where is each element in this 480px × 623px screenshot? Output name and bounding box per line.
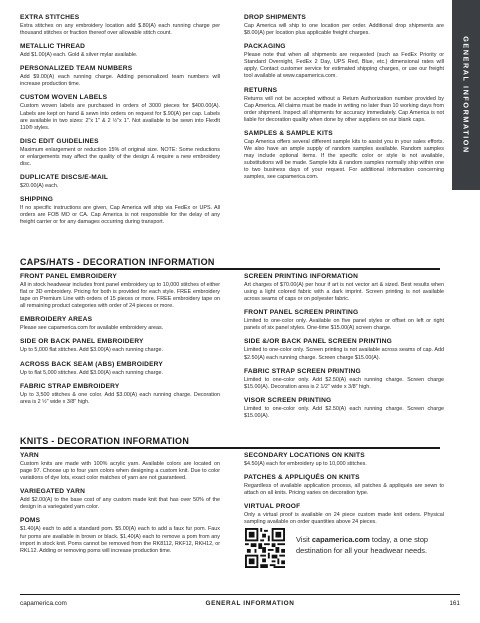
section-body: Limited to one-color only. Screen printing is not available across seams of cap. Add $2.50(A) each running charge. Screen charge $15.00(A). [244,347,444,361]
section-title: FABRIC STRAP EMBROIDERY [20,382,120,390]
section-title: FABRIC STRAP SCREEN PRINTING [244,367,361,375]
section-body: All in stock headwear includes front panel embroidery up to 10,000 stitches of either flat or 3D embroidery. Pricing for both is provided for each style. FREE embroidery tape on Premium Line with orders of 15 pieces or more. FREE embroidery tape on all remaining product categories with order of 24 pieces or more. [20,282,220,310]
section-side-tab [452,0,480,190]
section-title: PERSONALIZED TEAM NUMBERS [20,65,133,73]
section-title: SCREEN PRINTING INFORMATION [244,273,359,280]
section-body: Add $2.00(A) to the base cost of any custom made knit that has over 50% of the design in a variegated yarn color. [20,497,220,511]
packaging-section [244,43,444,80]
side-tab-label: GENERAL INFORMATION [461,36,471,154]
section-body: Cap America will ship to one location per order. Additional drop shipments are $8.00(A) per location plus applicable freight charges. [244,23,444,37]
disc-edit-guidelines-section [20,138,220,168]
side-and-or-back-panel-screen-printing-section [244,338,444,361]
caps-left-column [20,273,220,412]
section-body: Extra stitches on any embroidery location add $.80(A) each running charge per thousand stitches or fraction thereof over allowable stitch count. [20,23,220,37]
website-callout [296,535,456,556]
knits-heading-rule [20,447,440,449]
section-body: Only a virtual proof is available on 24 piece custom made knit orders. Physical sampling available on order quantities above 24 pieces. [244,512,444,526]
yarn-section [20,452,220,482]
section-body: $20.00(A) each. [20,183,59,190]
fabric-strap-screen-printing-section [244,368,444,391]
section-body: Add $9.00(A) each running charge. Adding personalized team numbers will increase production time. [20,74,220,88]
footer-url[interactable]: capamerica.com [20,600,67,607]
section-body: Add $1.00(A) each. Gold & silver mylar available. [20,52,138,59]
extra-stitches-section [20,14,220,37]
section-body: Art charges of $70.00(A) per hour if art is not vector art & sized. Best results when using a light colored fabric with a dark imprint. Screen printing is not available across seams of caps or on polyester fabric. [244,282,444,303]
section-body: Custom woven labels are purchased in orders of 3000 pieces for $400.00(A). Labels are kept on hand & sewn into orders on request for $.90(A) per cap. Labels are available in two sizes: 2"x 1" & 2 ½"x 1". Not available to be sewn into Flexfit 110® styles. [20,103,220,131]
section-title: PATCHES & APPLIQUÉS ON KNITS [244,474,360,482]
section-body: Cap America offers several different sample kits to assist you in your sales efforts. We also have an ample supply of random samples available. Random samples may include optional items. If the specific color or style is not available, substitutions will be made. Sample kits & random samples normally ship within one to two business days of your request. For additional information concerning samples, see capamerica.com. [244,138,444,181]
section-body: Up to 5,000 flat stitches. Add $3.00(A) each running charge. [20,347,163,354]
across-back-seam-abs-embroidery-section [20,361,220,377]
knits-right-column [244,452,444,532]
custom-woven-labels-section [20,94,220,131]
section-body: Please see capamerica.com for available embroidery areas. [20,325,164,332]
caps-section-heading: CAPS/HATS - DECORATION INFORMATION [20,257,215,267]
section-title: POMS [20,517,41,525]
qr-code-icon[interactable] [245,528,285,568]
callout-suffix: today, a one stop destination for all your headwear needs. [296,535,429,555]
general-info-right-column [244,14,444,188]
section-title: EXTRA STITCHES [20,14,80,21]
patches-and-appliqu-s-on-knits-section [244,474,444,497]
section-title: VIRTUAL PROOF [244,503,301,511]
side-or-back-panel-embroidery-section [20,338,220,354]
caps-right-column [244,273,444,426]
screen-printing-information-section [244,273,444,303]
section-title: FRONT PANEL EMBROIDERY [20,273,117,280]
section-body: Returns will not be accepted without a Return Authorization number provided by Cap America. All claims must be made in writing no later than 10 working days from order shipment. Inspect all shipments for accuracy immediately. Cap America is not liable for decoration quality when done by other suppliers on our blank caps. [244,95,444,123]
section-title: SIDE &/OR BACK PANEL SCREEN PRINTING [244,338,393,346]
virtual-proof-section [244,503,444,526]
fabric-strap-embroidery-section [20,383,220,406]
returns-section [244,87,444,124]
section-body: Limited to one-color only. Available on five panel styles or offset on left or right panels of six panel styles. One-time $15.00(A) screen charge. [244,318,444,332]
personalized-team-numbers-section [20,65,220,88]
section-title: VARIEGATED YARN [20,488,86,496]
secondary-locations-on-knits-section [244,452,444,468]
section-title: DUPLICATE DISCS/E-MAIL [20,174,109,182]
section-title: DROP SHIPMENTS [244,14,307,21]
section-title: RETURNS [244,86,278,94]
callout-prefix: Visit [296,535,312,544]
section-body: Custom knits are made with 100% acrylic yarn. Available colors are located on page 97. Choose up to four yarn colors when designing a custom knit. Due to color variations of dye lots, exact color matches of yarn are not guaranteed. [20,461,220,482]
section-title: SIDE OR BACK PANEL EMBROIDERY [20,338,144,346]
variegated-yarn-section [20,488,220,511]
section-title: ACROSS BACK SEAM (ABS) EMBROIDERY [20,360,163,368]
footer-section-name: GENERAL INFORMATION [205,600,295,607]
visor-screen-printing-section [244,397,444,420]
section-body: $1.40(A) each to add a standard pom. $5.00(A) each to add a faux fur pom. Faux fur poms are available in brown or black. $1.40(A) each to remove a pom from any import in stock knit. Poms cannot be removed from the RK8112, RKF12, RKH12, or RKL12. Adding or removing poms will increase production time. [20,526,220,554]
drop-shipments-section [244,14,444,37]
caps-heading-rule [20,268,440,270]
samples-and-sample-kits-section [244,130,444,182]
section-title: YARN [20,452,39,459]
duplicate-discs-e-mail-section [20,174,220,190]
section-body: Limited to one-color only. Add $2.50(A) each running charge. Screen charge $15.00(A). [244,405,444,419]
knits-section-heading: KNITS - DECORATION INFORMATION [20,436,190,446]
shipping-section [20,196,220,226]
section-title: SECONDARY LOCATIONS ON KNITS [244,452,365,459]
section-title: SAMPLES & SAMPLE KITS [244,129,333,137]
section-title: DISC EDIT GUIDELINES [20,137,99,145]
section-title: SHIPPING [20,196,54,204]
section-body: Please note that when all shipments are requested (such as FedEx Priority or Standard Overnight, FedEx 2 Day, UPS Red, Blue, etc.) dimensional rates will apply. Contact customer service for estimated shipping charges, or use our freight tool available at www.capamerica.com. [244,52,444,80]
page-number: 161 [449,600,460,607]
section-title: METALLIC THREAD [20,43,86,51]
section-body: Regardless of available application process, all patches & appliqués are sewn to attach on all knits. Pricing varies on decoration type. [244,483,444,497]
section-body: Up to 3,500 stitches & one color. Add $3.00(A) each running charge. Decoration area is 2 ½" wide x 3/8" high. [20,391,220,405]
front-panel-embroidery-section [20,273,220,310]
section-body: Limited to one-color only. Add $2.50(A) each running charge. Screen charge $15.00(A). Decoration area is 2 1/2" wide x 3/8" high. [244,376,444,390]
general-info-left-column [20,14,220,233]
poms-section [20,517,220,554]
knits-left-column [20,452,220,561]
section-title: PACKAGING [244,43,286,51]
front-panel-screen-printing-section [244,309,444,332]
section-body: Up to flat 5,000 stitches. Add $3.00(A) each running charge. [20,369,163,376]
metallic-thread-section [20,43,220,59]
section-title: EMBROIDERY AREAS [20,316,93,324]
section-title: VISOR SCREEN PRINTING [244,396,332,404]
section-body: If no specific instructions are given, Cap America will ship via FedEx or UPS. All orders are FOB MO or CA. Cap America is not responsible for the delay of any freight carrier or for any damages occurring during transport. [20,205,220,226]
callout-link[interactable]: capamerica.com [311,535,370,544]
embroidery-areas-section [20,316,220,332]
section-body: $4.50(A) each for embroidery up to 10,000 stitches. [244,461,367,467]
section-body: Maximum enlargement or reduction 15% of original size. NOTE: Some reductions or enlargements may affect the quality of the design & require a new embroidery disc. [20,146,220,168]
section-title: FRONT PANEL SCREEN PRINTING [244,309,359,317]
section-title: CUSTOM WOVEN LABELS [20,94,108,102]
footer-rule [20,594,460,595]
